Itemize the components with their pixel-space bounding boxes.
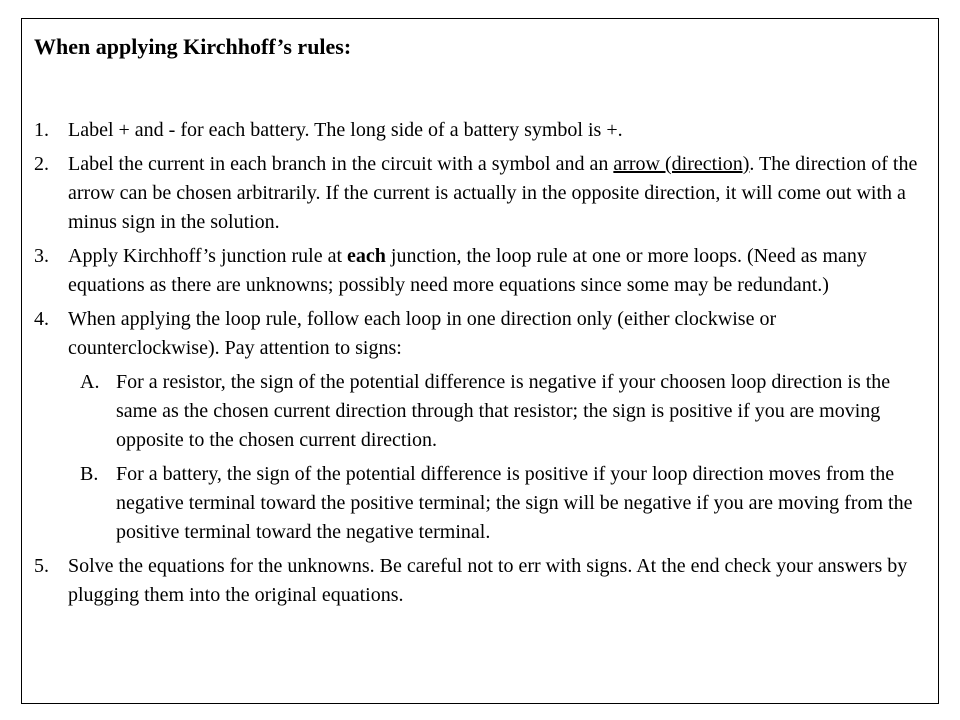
sub-rule-text: For a battery, the sign of the potential difference is positive if your loop direction moves from the negative terminal toward the positive terminal; the sign will be negative if you are moving from the positive terminal toward the negative terminal. (116, 463, 913, 543)
rule-item-5 (34, 552, 928, 610)
rule-number: 2. (34, 153, 49, 175)
rule-number: 1. (34, 119, 49, 141)
rule-number: 4. (34, 308, 49, 330)
rule-item-3 (34, 242, 928, 300)
rule-text-bold: each (347, 245, 386, 267)
rule-text-underlined: arrow (direction) (613, 153, 750, 175)
rule-item-4 (34, 305, 928, 547)
rule-number: 3. (34, 245, 49, 267)
sign-rules-sublist (68, 368, 928, 547)
rule-text: When applying the loop rule, follow each loop in one direction only (either clockwise or counterclockwise). Pay attention to signs: (68, 308, 777, 359)
rule-text-end: junction, the loop rule at one or more loops. (Need as many equations as there are unknowns; possibly need more equations since some may be redundant.) (68, 245, 867, 296)
sub-rule-item-a (68, 368, 928, 455)
rule-item-2 (34, 150, 928, 237)
sub-rule-letter: B. (80, 463, 99, 485)
rule-text: Solve the equations for the unknowns. Be careful not to err with signs. At the end check your answers by plugging them into the original equations. (68, 555, 908, 606)
rules-list (34, 116, 928, 615)
sub-rule-letter: A. (80, 371, 100, 393)
rule-item-1 (34, 116, 928, 145)
rule-text: Label + and - for each battery. The long side of a battery symbol is +. (68, 119, 623, 141)
sub-rule-item-b (68, 460, 928, 547)
rule-text-end: . The direction of the arrow can be chosen arbitrarily. If the current is actually in the opposite direction, it will come out with a minus sign in the solution. (68, 153, 918, 233)
slide-title: When applying Kirchhoff’s rules: (34, 34, 352, 59)
rule-number: 5. (34, 555, 49, 577)
rule-text-start: Label the current in each branch in the circuit with a symbol and an (68, 153, 614, 175)
sub-rule-text: For a resistor, the sign of the potential difference is negative if your choosen loop direction is the same as the chosen current direction through that resistor; the sign is positive if you are moving opposite to the chosen current direction. (116, 371, 891, 451)
rule-text-start: Apply Kirchhoff’s junction rule at (68, 245, 348, 267)
